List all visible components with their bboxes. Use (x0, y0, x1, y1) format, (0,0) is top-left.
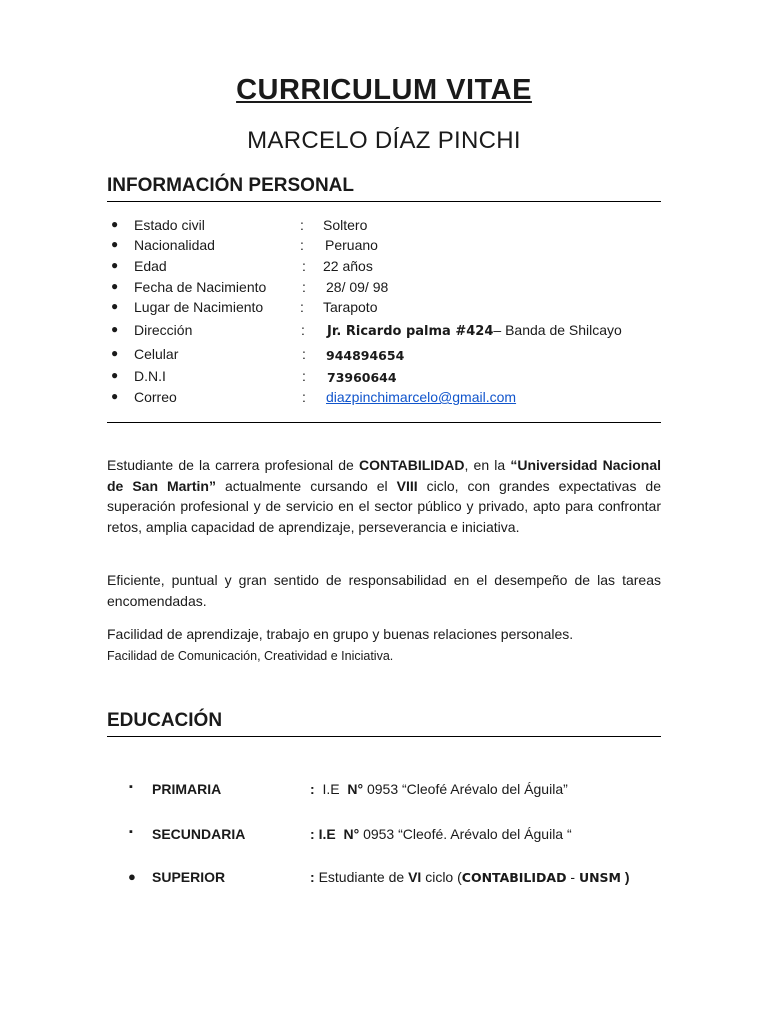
number-sign: N° (347, 781, 364, 797)
education-school (310, 781, 568, 797)
candidate-name: MARCELO DÍAZ PINCHI (247, 127, 521, 154)
bullet-icon: ● (128, 869, 136, 884)
education-level: PRIMARIA (152, 781, 222, 797)
info-value: Tarapoto (323, 299, 378, 315)
info-label: Celular (134, 346, 179, 362)
bullet-icon: ● (111, 346, 119, 360)
info-colon: : (300, 299, 304, 315)
info-colon: : (300, 237, 304, 253)
text-fragment: , en la (464, 457, 511, 473)
square-bullet-icon: ▪ (129, 781, 133, 793)
square-bullet-icon: ▪ (129, 826, 133, 838)
info-label: Nacionalidad (134, 237, 215, 253)
text-fragment: Facilidad de Comunicación, Creatividad e Iniciativa. (107, 648, 394, 663)
text-fragment: Estudiante de (318, 869, 409, 885)
bullet-icon: ● (111, 368, 119, 382)
info-row-direccion (107, 322, 667, 342)
colon: : (310, 869, 315, 885)
education-detail (310, 869, 630, 885)
bullet-icon: ● (111, 299, 119, 313)
info-row-nacionalidad (107, 237, 667, 257)
info-value: 28/ 09/ 98 (326, 279, 389, 295)
info-colon: : (302, 389, 306, 405)
text-fragment: Estudiante de la carrera profesional de (107, 457, 359, 473)
text-fragment: Facilidad de aprendizaje, trabajo en grupo y buenas relaciones personales. (107, 626, 574, 642)
colon: : (310, 826, 315, 842)
education-item-primaria (107, 781, 667, 803)
info-colon: : (301, 322, 305, 338)
info-colon: : (300, 217, 304, 233)
info-value: 944894654 (326, 348, 405, 363)
info-row-edad (107, 258, 667, 278)
profile-paragraph-2: Eficiente, puntual y gran sentido de responsabilidad en el desempeño de las tareas encomendadas. (107, 572, 661, 609)
university-abbrev: UNSM (578, 870, 621, 885)
profile-paragraph-3 (107, 624, 661, 666)
info-label: Estado civil (134, 217, 205, 233)
profile-paragraph-1 (107, 455, 661, 537)
colon: : (310, 781, 315, 797)
education-item-superior (107, 869, 667, 891)
cycle-number: VI (408, 869, 422, 885)
info-colon: : (302, 346, 306, 362)
address-street: Jr. Ricardo palma #424 (327, 324, 494, 339)
school-prefix: I.E (318, 826, 336, 842)
career-name: CONTABILIDAD (358, 457, 465, 473)
education-heading: EDUCACIÓN (107, 710, 661, 737)
info-label: Lugar de Nacimiento (134, 299, 264, 315)
bullet-icon: ● (111, 389, 119, 403)
school-name: 0953 “Cleofé. Arévalo del Águila “ (363, 826, 572, 842)
info-label: Edad (134, 258, 167, 274)
info-row-correo (107, 389, 667, 409)
education-level: SECUNDARIA (152, 826, 246, 842)
bullet-icon: ● (111, 237, 119, 251)
info-colon: : (302, 258, 306, 274)
education-school (310, 826, 572, 842)
text-fragment: - (566, 869, 579, 885)
info-row-lugar-nacimiento (107, 299, 667, 319)
info-row-fecha-nacimiento (107, 279, 667, 299)
number-sign: N° (343, 826, 360, 842)
bullet-icon: ● (111, 322, 119, 336)
cv-title: CURRICULUM VITAE (236, 74, 532, 106)
school-prefix: I.E (322, 781, 340, 797)
info-label: D.N.I (134, 368, 166, 384)
email-link[interactable]: diazpinchimarcelo@gmail.com (326, 389, 517, 405)
education-item-secundaria (107, 826, 667, 848)
current-cycle: VIII (396, 477, 418, 494)
personal-info-heading: INFORMACIÓN PERSONAL (107, 175, 661, 202)
info-value: 22 años (323, 258, 373, 274)
info-row-estado-civil (107, 217, 667, 237)
info-colon: : (302, 279, 306, 295)
close-paren: ) (621, 869, 630, 885)
info-row-celular (107, 346, 667, 366)
university-name: “Universidad Nacional de San Martin” (107, 457, 661, 494)
text-fragment: ciclo ( (421, 869, 462, 885)
bullet-icon: ● (111, 279, 119, 293)
career-name: CONTABILIDAD (461, 870, 567, 885)
text-fragment: ciclo, con grandes expectativas de superación profesional y de servicio en el sector público y privado, apto para confrontar retos, amplia capacidad de aprendizaje, perseverancia e iniciativa. (107, 477, 661, 535)
info-colon: : (302, 368, 306, 384)
info-label: Correo (134, 389, 177, 405)
bullet-icon: ● (111, 258, 119, 272)
address-district: – Banda de Shilcayo (493, 322, 622, 338)
info-value: 73960644 (327, 370, 397, 385)
section-divider (107, 422, 661, 423)
text-fragment: actualmente cursando el (215, 477, 397, 494)
info-label: Fecha de Nacimiento (134, 279, 267, 295)
info-value: Peruano (325, 237, 378, 253)
info-label: Dirección (134, 322, 193, 338)
education-level: SUPERIOR (152, 869, 226, 885)
info-value (327, 322, 622, 339)
info-row-dni (107, 368, 667, 388)
bullet-icon: ● (111, 217, 119, 231)
school-name: 0953 “Cleofé Arévalo del Águila” (366, 781, 568, 797)
info-value: Soltero (323, 217, 368, 233)
